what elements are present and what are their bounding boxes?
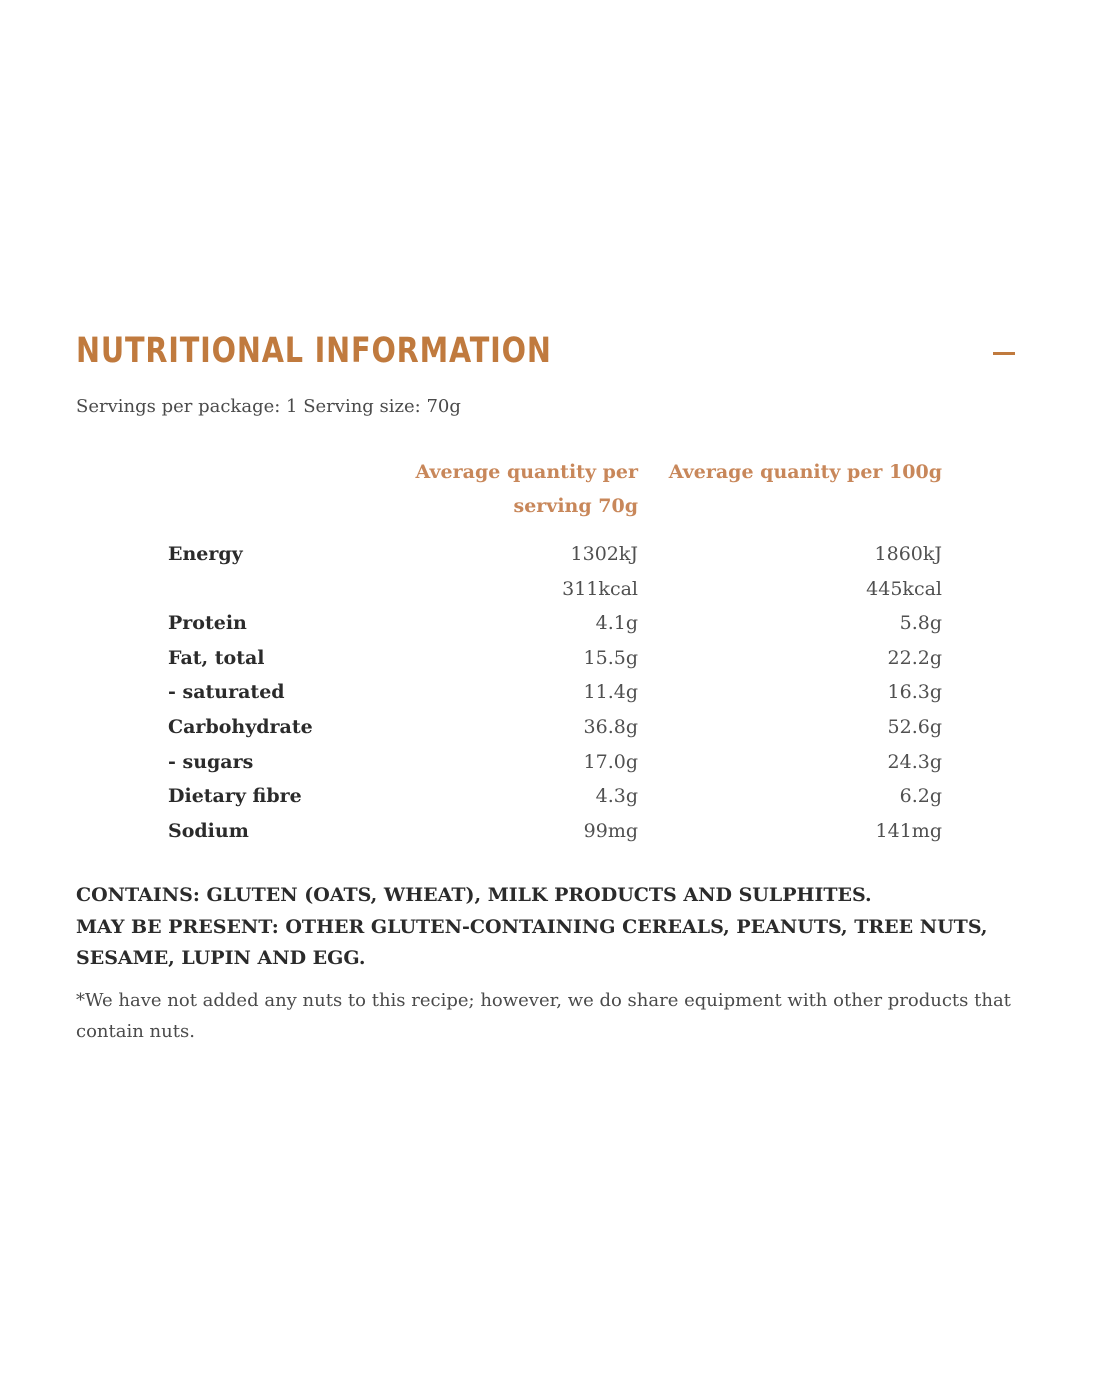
per-100g-value: 52.6g	[887, 715, 942, 738]
per-serving-value: 4.3g	[595, 785, 638, 808]
allergen-statement	[76, 880, 1016, 975]
servings-info: Servings per package: 1 Serving size: 70g	[76, 396, 461, 417]
table-row	[168, 606, 942, 641]
table-row	[168, 710, 942, 745]
table-row	[168, 675, 942, 710]
per-serving-value: 311kcal	[562, 577, 638, 600]
per-serving-value: 11.4g	[583, 681, 638, 704]
minus-icon	[993, 352, 1015, 355]
per-100g-value: 1860kJ	[874, 543, 942, 565]
nutrient-label: Protein	[168, 612, 247, 635]
column-header-per-serving	[390, 455, 638, 523]
per-100g-value: 22.2g	[887, 646, 942, 669]
contains-text: CONTAINS: GLUTEN (OATS, WHEAT), MILK PRODUCTS AND SULPHITES.	[76, 884, 872, 906]
collapse-toggle-button[interactable]	[990, 342, 1018, 366]
per-100g-value: 16.3g	[887, 681, 942, 704]
per-serving-value: 99mg	[583, 819, 638, 842]
per-serving-value: 1302kJ	[570, 543, 638, 565]
nutrient-label: Dietary fibre	[168, 785, 302, 808]
table-row	[168, 572, 942, 607]
nutrient-label: Sodium	[168, 819, 249, 842]
per-100g-value: 24.3g	[887, 750, 942, 773]
table-row	[168, 745, 942, 780]
table-row	[168, 779, 942, 814]
per-100g-value: 445kcal	[866, 577, 942, 600]
table-row	[168, 537, 942, 572]
per-100g-value: 5.8g	[899, 612, 942, 635]
nutrition-table	[168, 537, 942, 848]
nutrient-label: Carbohydrate	[168, 715, 313, 738]
per-serving-value: 36.8g	[583, 715, 638, 738]
nutrient-label: - saturated	[168, 681, 285, 704]
per-100g-value: 6.2g	[899, 785, 942, 808]
per-serving-value: 4.1g	[595, 612, 638, 635]
per-serving-value: 15.5g	[583, 646, 638, 669]
column-header-per-serving-line2: serving 70g	[513, 495, 638, 517]
table-row	[168, 814, 942, 849]
nutrient-label: Fat, total	[168, 646, 265, 669]
column-header-per-100g: Average quanity per 100g	[668, 461, 942, 483]
column-header-per-serving-line1: Average quantity per	[415, 461, 638, 483]
per-serving-value: 17.0g	[583, 750, 638, 773]
per-100g-value: 141mg	[875, 819, 942, 842]
nutrient-label: Energy	[168, 543, 243, 565]
nutrient-label: - sugars	[168, 750, 254, 773]
may-be-present-text: MAY BE PRESENT: OTHER GLUTEN-CONTAINING CEREALS, PEANUTS, TREE NUTS, SESAME, LUPIN AND EGG.	[76, 915, 988, 969]
section-heading: NUTRITIONAL INFORMATION	[76, 331, 552, 371]
nut-disclaimer: *We have not added any nuts to this recipe; however, we do share equipment with other products that contain nuts.	[76, 990, 1011, 1042]
table-row	[168, 641, 942, 676]
